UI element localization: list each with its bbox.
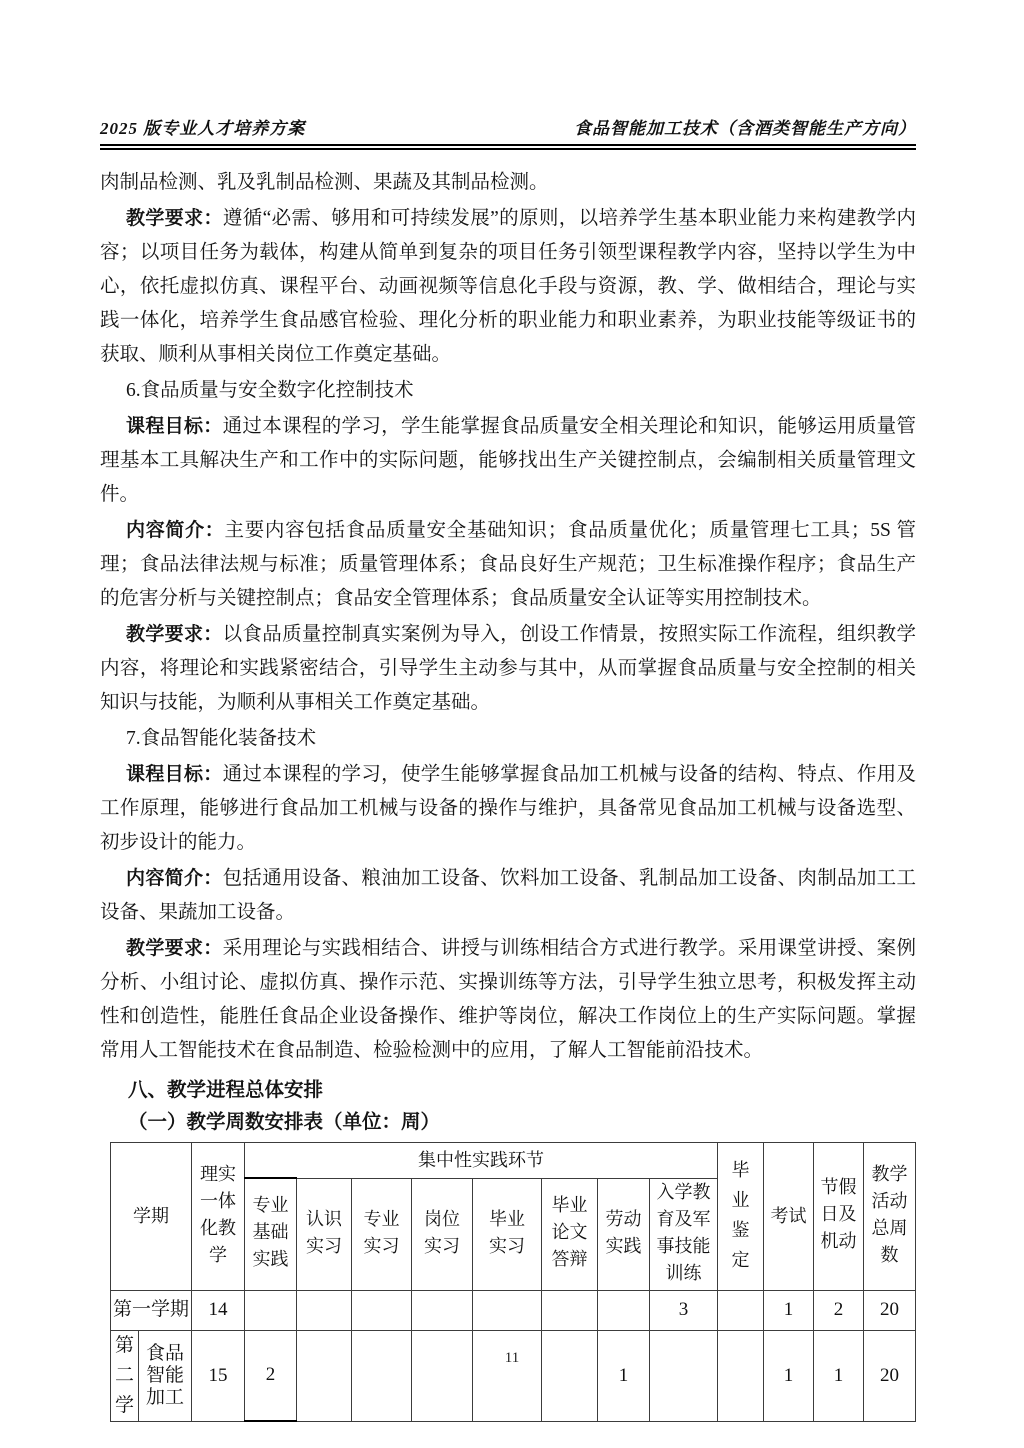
teaching-weeks-table [110,1142,916,1422]
paragraph [100,202,916,372]
paragraph-lead: 教学要求： [126,624,223,645]
document-body [100,166,916,1422]
th-practice-post: 岗位实习 [412,1178,473,1290]
th-practice-group: 集中性实践环节 [245,1143,718,1179]
th-practice-cognition: 认识实习 [297,1178,352,1290]
cell-r2-practice-cognition [297,1330,352,1421]
paragraph-text: 采用理论与实践相结合、讲授与训练相结合方式进行教学。采用课堂讲授、案例分析、小组讨论、虚拟仿真、操作示范、实操训练等方法，引导学生独立思考，积极发挥主动性和创造性，能胜任食品企业设备操作、维护等岗位，解决工作岗位上的生产实际问题。掌握常用人工智能技术在食品制造、检验检测中的应用，了解人工智能前沿技术。 [100,938,916,1061]
paragraph-text: 遵循“必需、够用和可持续发展”的原则，以培养学生基本职业能力来构建教学内容；以项目任务为载体，构建从简单到复杂的项目任务引领型课程教学内容，坚持以学生为中心，依托虚拟仿真、课程平台、动画视频等信息化手段与资源，教、学、做相结合，理论与实践一体化，培养学生食品感官检验、理化分析的职业能力和职业素养，为职业技能等级证书的获取、顺利从事相关岗位工作奠定基础。 [100,208,916,365]
paragraph [100,514,916,616]
paragraph [100,618,916,720]
th-semester: 学期 [111,1143,192,1291]
paragraph [100,862,916,930]
cell-r1-practice-military: 3 [650,1290,718,1330]
paragraph-lead: 内容简介： [126,520,225,541]
cell-r1-total: 20 [864,1290,916,1330]
header-right-title: 食品智能加工技术（含酒类智能生产方向） [574,119,916,138]
paragraph-lead: 教学要求： [126,938,223,959]
th-practice-thesis: 毕业论文答辩 [542,1178,598,1290]
paragraph-lead: 课程目标： [126,764,223,785]
th-practice-labor: 劳动实践 [598,1178,650,1290]
paragraph-lead: 内容简介： [126,868,223,889]
cell-r2-practice-post [412,1330,473,1421]
th-exam: 考试 [764,1143,814,1291]
th-practice-military: 入学教育及军事技能训练 [650,1178,718,1290]
cell-r2-practice-military [650,1330,718,1421]
th-practice-basic: 专业基础实践 [245,1178,297,1290]
paragraph-text: 肉制品检测、乳及乳制品检测、果蔬及其制品检测。 [100,172,549,193]
cell-r1-practice-post [412,1290,473,1330]
section-heading: 八、教学进程总体安排 [128,1079,324,1101]
th-graduation-appraisal: 毕业鉴定 [718,1143,764,1291]
th-integrated-teaching: 理实一体化教学 [192,1143,245,1291]
table-caption-heading: （一）教学周数安排表（单位：周） [128,1111,441,1133]
running-header [100,0,916,139]
th-total-weeks: 教学活动总周数 [864,1143,916,1291]
paragraph [100,758,916,860]
cell-r1-practice-basic [245,1290,297,1330]
th-practice-professional: 专业实习 [352,1178,412,1290]
table-row [111,1290,916,1330]
cell-r2-semester [111,1330,192,1421]
cell-r2-practice-thesis [542,1330,598,1421]
cell-r2-practice-labor: 1 [598,1330,650,1421]
cell-r1-practice-thesis [542,1290,598,1330]
semester-note: 食品智能加工 [145,1342,184,1408]
page-content [100,0,916,1422]
cell-r1-semester: 第一学期 [111,1290,192,1330]
cell-r2-practice-graduation [473,1330,542,1421]
cell-r2-holiday: 1 [814,1330,864,1421]
cell-r1-practice-graduation [473,1290,542,1330]
paragraph-text: 以食品质量控制真实案例为导入，创设工作情景，按照实际工作流程，组织教学内容，将理论和实践紧密结合，引导学生主动参与其中，从而掌握食品质量与安全控制的相关知识与技能，为顺利从事相关工作奠定基础。 [100,624,916,713]
cell-r2-exam: 1 [764,1330,814,1421]
table-row [111,1330,916,1421]
cell-r1-practice-cognition [297,1290,352,1330]
th-practice-graduation: 毕业实习 [473,1178,542,1290]
th-holiday-flex: 节假日及机动 [814,1143,864,1291]
cell-r1-exam: 1 [764,1290,814,1330]
header-rule [100,144,916,150]
cell-r1-practice-labor [598,1290,650,1330]
cell-r2-practice-professional [352,1330,412,1421]
cell-r1-holiday: 2 [814,1290,864,1330]
paragraph [100,166,916,200]
paragraph-text: 6.食品质量与安全数字化控制技术 [126,380,414,401]
cell-r2-total: 20 [864,1330,916,1421]
cell-r1-practice-professional [352,1290,412,1330]
semester-split-cell [111,1331,191,1421]
semester-label: 第二学 [111,1331,139,1421]
paragraph-text: 包括通用设备、粮油加工设备、饮料加工设备、乳制品加工设备、肉制品加工工设备、果蔬加工设备。 [100,868,916,923]
cell-r2-graduation-appraisal [718,1330,764,1421]
paragraph-lead: 教学要求： [126,208,223,229]
paragraph [100,932,916,1068]
paragraph [100,410,916,512]
paragraph-text: 通过本课程的学习，学生能掌握食品质量安全相关理论和知识，能够运用质量管理基本工具解决生产和工作中的实际问题，能够找出生产关键控制点，会编制相关质量管理文件。 [100,416,916,505]
paragraph-text: 7.食品智能化装备技术 [126,728,317,749]
header-left-title: 2025 版专业人才培养方案 [100,119,306,138]
page-number: 11 [504,1350,520,1366]
cell-r2-integrated: 15 [192,1330,245,1421]
course-title [100,722,916,756]
cell-r2-practice-basic: 2 [245,1330,297,1421]
cell-r1-integrated: 14 [192,1290,245,1330]
cell-r1-graduation-appraisal [718,1290,764,1330]
paragraph-text: 通过本课程的学习，使学生能够掌握食品加工机械与设备的结构、特点、作用及工作原理，能够进行食品加工机械与设备的操作与维护，具备常见食品加工机械与设备选型、初步设计的能力。 [100,764,916,853]
paragraph-text: 主要内容包括食品质量安全基础知识；食品质量优化；质量管理七工具；5S 管理；食品法律法规与标准；质量管理体系；食品良好生产规范；卫生标准操作程序；食品生产的危害分析与关键控制点；食品安全管理体系；食品质量安全认证等实用控制技术。 [100,520,916,609]
paragraph-lead: 课程目标： [126,416,223,437]
course-title [100,374,916,408]
